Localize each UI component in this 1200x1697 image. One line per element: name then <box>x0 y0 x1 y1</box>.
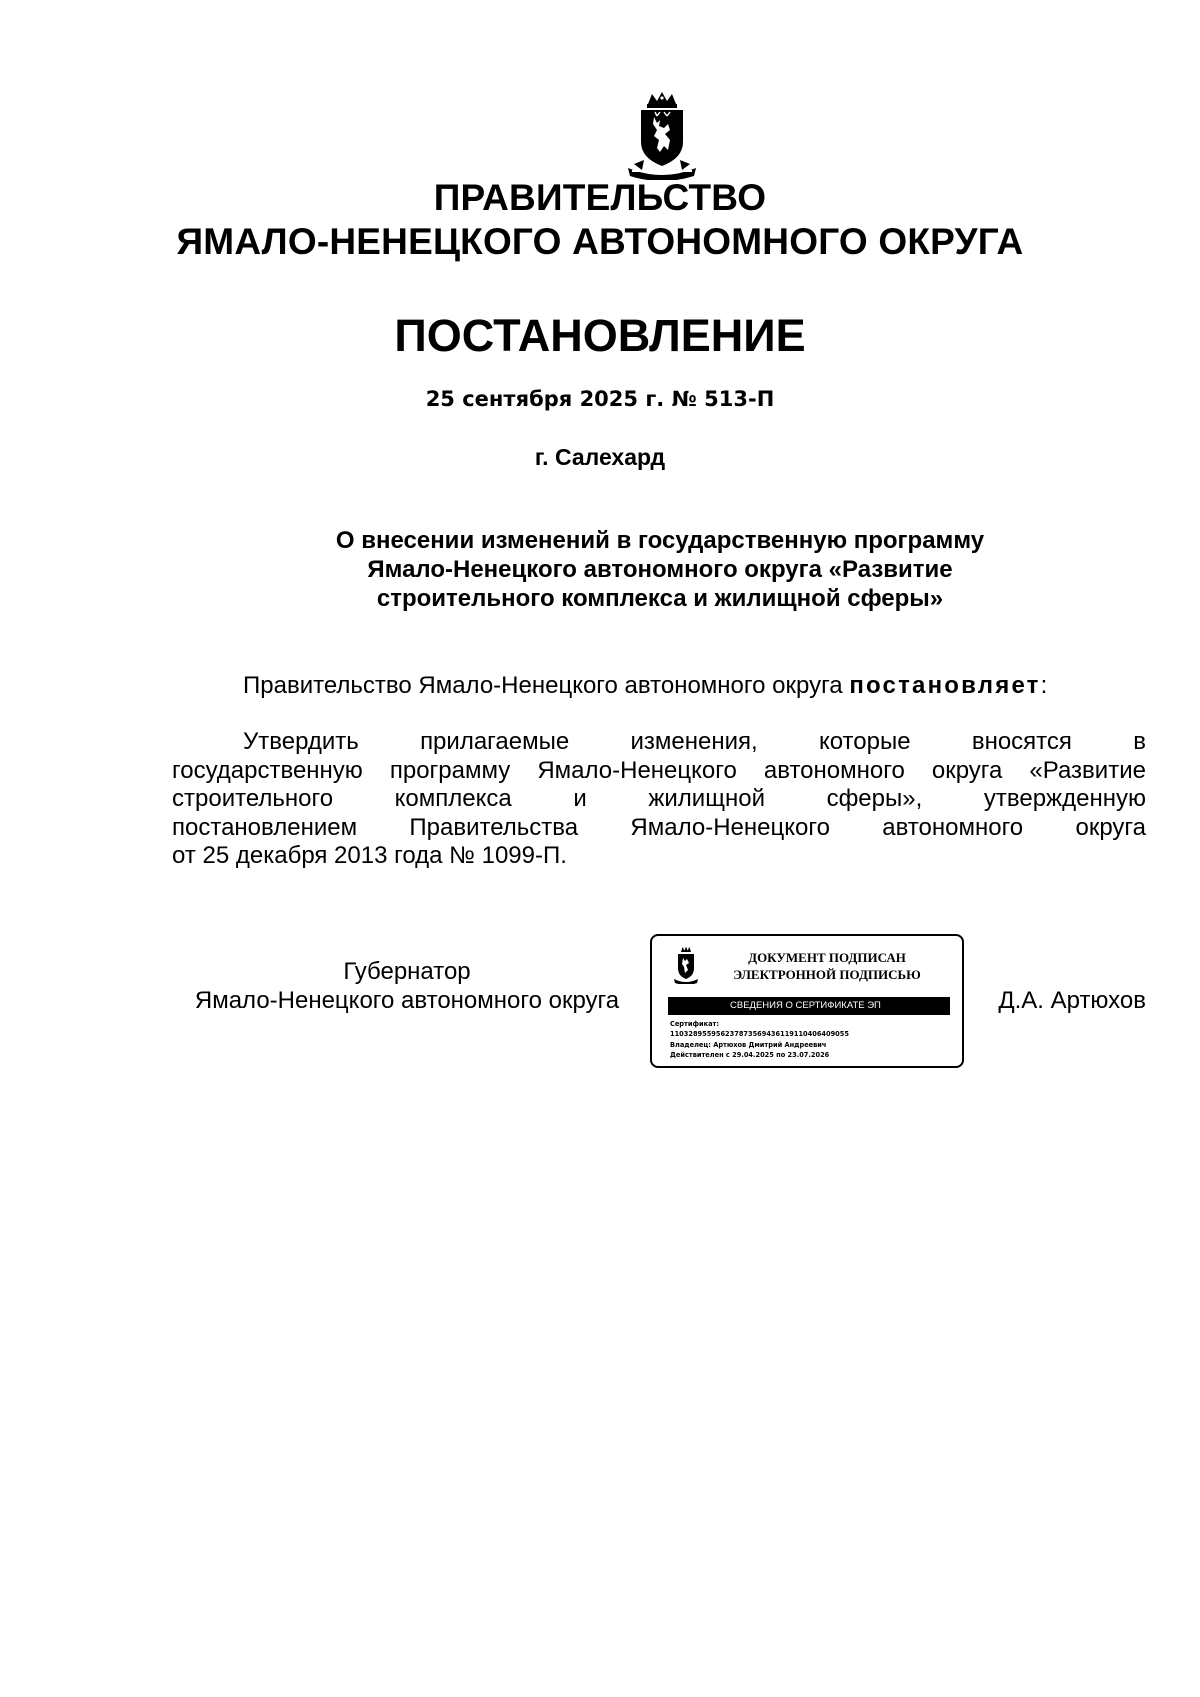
document-subject <box>200 526 1120 613</box>
signatory-title-line2: Ямало-Ненецкого автономного округа <box>194 987 620 1014</box>
subject-line: О внесении изменений в государственную программу <box>335 527 985 554</box>
preamble-emphasis: постановляет <box>849 672 1041 699</box>
subject-line: Ямало-Ненецкого автономного округа «Развитие <box>367 556 953 583</box>
document-date-number: 25 сентября 2025 г. № 513-П <box>425 387 775 411</box>
certificate-info-bar: СВЕДЕНИЯ О СЕРТИФИКАТЕ ЭП <box>668 997 950 1015</box>
certificate-validity: Действителен с 29.04.2025 по 23.07.2026 <box>670 1051 830 1060</box>
certificate-label: Сертификат: <box>670 1020 720 1028</box>
signatory-name: Д.А. Артюхов <box>998 987 1146 1014</box>
body-word: автономного <box>882 813 1024 841</box>
body-word: изменения, <box>630 728 758 755</box>
body-word: сферы», <box>826 785 923 812</box>
signatory-position <box>172 957 642 1015</box>
body-word: в <box>1133 728 1146 755</box>
body-word: автономного <box>763 756 905 784</box>
body-line <box>172 757 1146 786</box>
body-word: вносятся <box>971 728 1072 755</box>
body-word: прилагаемые <box>420 728 570 755</box>
body-word: округа <box>931 756 1003 784</box>
body-word: постановлением <box>172 813 358 841</box>
preamble-text: Правительство Ямало-Ненецкого автономного округа <box>243 672 850 699</box>
subject-line: строительного комплекса и жилищной сферы» <box>376 585 944 612</box>
certificate-details <box>670 1019 960 1061</box>
body-word: Ямало-Ненецкого <box>630 813 830 841</box>
body-word: утвержденную <box>983 785 1146 812</box>
body-word: комплекса <box>394 785 512 812</box>
preamble-tail: : <box>1040 672 1048 699</box>
document-type-title: ПОСТАНОВЛЕНИЕ <box>394 310 806 361</box>
body-word: округа <box>1075 813 1146 841</box>
body-word: программу <box>389 756 511 784</box>
document-city: г. Салехард <box>534 444 666 470</box>
body-line <box>172 728 1146 757</box>
stamp-heading-line2: ЭЛЕКТРОННОЙ ПОДПИСЬЮ <box>733 967 921 982</box>
stamp-heading <box>708 949 946 983</box>
signatory-title-line1: Губернатор <box>343 958 471 985</box>
body-line: от 25 декабря 2013 года № 1099-П. <box>172 842 567 869</box>
government-name-line1: ПРАВИТЕЛЬСТВО <box>433 177 767 218</box>
body-word: «Развитие <box>1029 756 1146 784</box>
yanao-coat-of-arms-icon <box>624 90 700 180</box>
resolution-body <box>172 728 1146 871</box>
government-name-line2: ЯМАЛО-НЕНЕЦКОГО АВТОНОМНОГО ОКРУГА <box>176 221 1024 262</box>
body-line <box>172 785 1146 814</box>
body-line <box>172 814 1146 843</box>
stamp-heading-line1: ДОКУМЕНТ ПОДПИСАН <box>748 950 906 965</box>
body-word: Ямало-Ненецкого <box>537 756 737 784</box>
body-word: Утвердить <box>243 728 359 755</box>
body-word: и <box>573 785 587 812</box>
body-word: строительного <box>172 785 334 812</box>
yanao-coat-of-arms-icon <box>673 946 699 984</box>
body-word: жилищной <box>648 785 765 812</box>
body-word: государственную <box>172 756 363 784</box>
body-word: которые <box>818 728 911 755</box>
preamble-paragraph <box>243 671 1047 700</box>
certificate-owner: Владелец: Артюхов Дмитрий Андреевич <box>670 1040 827 1049</box>
certificate-number: 1103289559562378735694361191104064090​55 <box>670 1030 849 1039</box>
body-word: Правительства <box>409 813 579 841</box>
electronic-signature-stamp <box>650 934 964 1068</box>
